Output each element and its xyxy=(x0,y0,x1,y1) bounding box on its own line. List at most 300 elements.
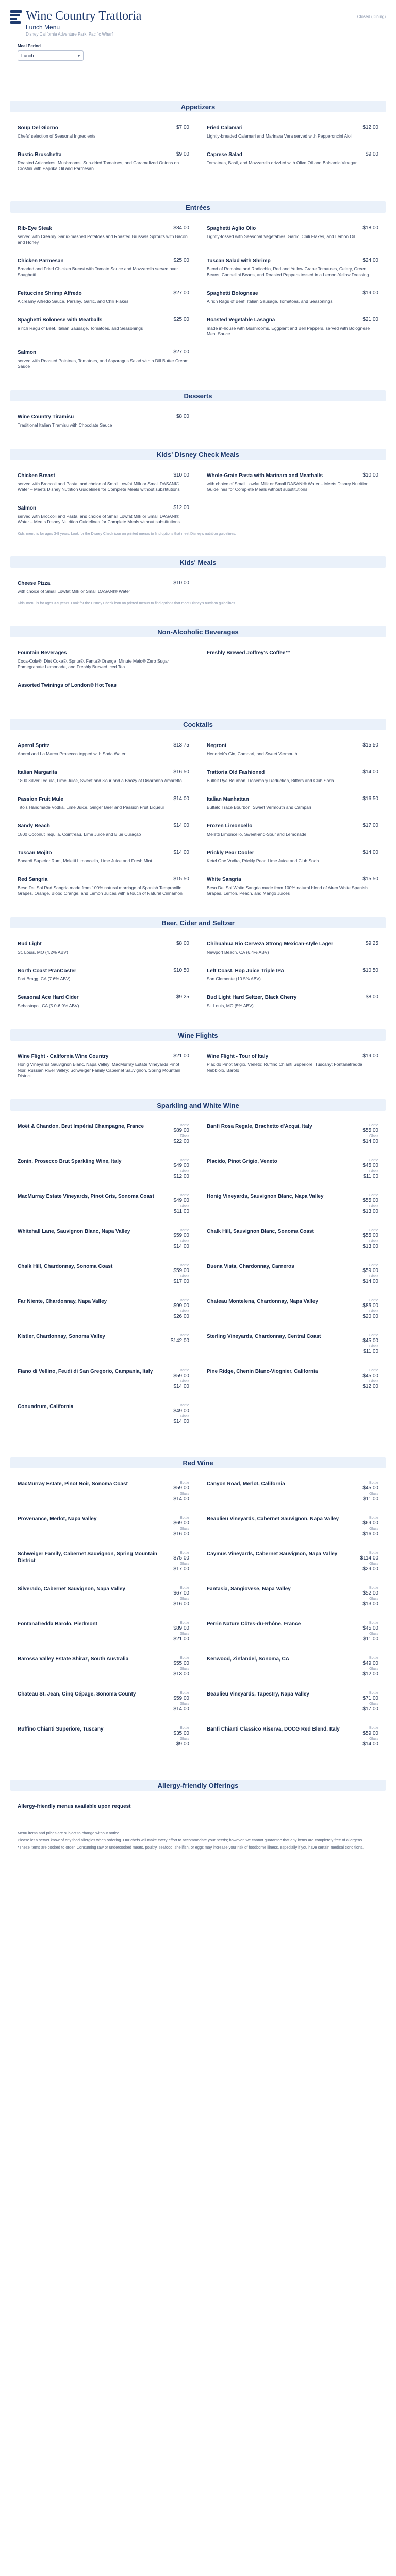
price-value: $13.00 xyxy=(362,1209,378,1214)
price-value: $13.00 xyxy=(362,1244,378,1249)
price-value: $17.00 xyxy=(362,1706,378,1712)
menu-item-name: Prickly Pear Cooler xyxy=(207,850,254,856)
price-label: Bottle xyxy=(369,1229,378,1232)
menu-item xyxy=(18,1193,189,1217)
price-value: $29.00 xyxy=(362,1566,378,1572)
menu-item-description: served with Broccoli and Pasta, and choice of Small Lowfat Milk or Small DASANI® Water – Meets Disney Nutrition Guidelines for Complete Meals without substitutions xyxy=(18,514,180,524)
price-value: $114.00 xyxy=(360,1555,378,1561)
menu-item-name: Italian Margarita xyxy=(18,770,57,775)
price-value: $49.00 xyxy=(362,1660,378,1666)
menu-item-description: Meletti Limoncello, Sweet-and-Sour and Lemonade xyxy=(207,832,307,837)
menu-disclaimer xyxy=(0,1831,396,1850)
wine-prices xyxy=(160,1586,189,1607)
price-value: $99.00 xyxy=(173,1303,189,1309)
price-label: Glass xyxy=(180,1597,189,1601)
menu-item xyxy=(18,1368,189,1392)
menu-sections xyxy=(0,101,396,1850)
price-label: Glass xyxy=(180,1205,189,1208)
menu-item-name: Far Niente, Chardonnay, Napa Valley xyxy=(18,1299,107,1304)
price-label: Glass xyxy=(369,1134,378,1138)
menu-item xyxy=(207,1621,378,1645)
chevron-down-icon: ▾ xyxy=(77,53,80,58)
price-value: $71.00 xyxy=(362,1696,378,1701)
menu-item xyxy=(207,994,378,1009)
menu-item xyxy=(18,823,189,837)
price-value: $9.00 xyxy=(176,1741,189,1747)
menu-item xyxy=(207,317,378,337)
menu-item-description: Honig Vineyards Sauvignon Blanc, Napa Valley; MacMurray Estate Vineyards Pinot Noir, Russian River Valley; Schweiger Family Cabernet Sauvignon, Spring Mountain District xyxy=(18,1062,180,1078)
section-note: Kids' menu is for ages 3-9 years. Look for the Disney Check icon on printed menus to find options that meet Disney's nutrition guidelines. xyxy=(18,532,236,536)
menu-item xyxy=(18,258,189,278)
menu-item-price: $8.00 xyxy=(176,941,189,946)
menu-item-description: with choice of Small Lowfat Milk or Small DASANI® Water – Meets Disney Nutrition Guidelines for Complete Meals without substitutions xyxy=(207,481,369,492)
price-value: $55.00 xyxy=(362,1233,378,1239)
menu-item-name: Sandy Beach xyxy=(18,823,50,829)
menu-item-name: Perrin Nature Côtes-du-Rhône, France xyxy=(207,1621,301,1627)
menu-item xyxy=(18,1263,189,1287)
menu-item-name: Placido, Pinot Grigio, Veneto xyxy=(207,1159,277,1164)
price-label: Glass xyxy=(369,1310,378,1313)
menu-item-name: Trattoria Old Fashioned xyxy=(207,770,265,775)
menu-item-price: $10.00 xyxy=(173,580,189,586)
section-items xyxy=(0,1123,396,1427)
price-value: $16.00 xyxy=(362,1531,378,1537)
section-items xyxy=(0,580,396,595)
menu-item-description: served with Broccoli and Pasta, and choice of Small Lowfat Milk or Small DASANI® Water – Meets Disney Nutrition Guidelines for Complete Meals without substitutions xyxy=(18,481,180,492)
price-value: $59.00 xyxy=(362,1268,378,1274)
price-value: $45.00 xyxy=(362,1163,378,1168)
menu-item-description: San Clemente (10.5% ABV) xyxy=(207,976,261,981)
price-label: Bottle xyxy=(369,1656,378,1660)
menu-item xyxy=(18,580,189,595)
section-header-kids-meals: Kids' Meals xyxy=(10,556,386,568)
menu-item-description: made in-house with Mushrooms, Eggplant and Bell Peppers, served with Bolognese Meat Sauce xyxy=(207,326,370,336)
menu-item-description: Buffalo Trace Bourbon, Sweet Vermouth and Campari xyxy=(207,805,311,810)
menu-item-description: Aperol and La Marca Prosecco topped with Soda Water xyxy=(18,751,126,756)
menu-item-price: $21.00 xyxy=(362,317,378,323)
price-value: $17.00 xyxy=(173,1566,189,1572)
price-label: Bottle xyxy=(369,1726,378,1730)
price-label: Glass xyxy=(369,1170,378,1173)
menu-item-price: $19.00 xyxy=(362,1053,378,1059)
menu-item xyxy=(18,125,189,139)
section-header-kids-check: Kids' Disney Check Meals xyxy=(10,449,386,460)
price-value: $14.00 xyxy=(173,1419,189,1425)
wine-prices xyxy=(350,1263,378,1285)
price-label: Glass xyxy=(369,1275,378,1278)
price-label: Bottle xyxy=(369,1369,378,1372)
menu-item-price: $24.00 xyxy=(362,258,378,263)
price-label: Glass xyxy=(369,1380,378,1383)
menu-item-name: Honig Vineyards, Sauvignon Blanc, Napa Valley xyxy=(207,1194,324,1199)
menu-item-name: Frozen Limoncello xyxy=(207,823,253,829)
menu-item xyxy=(207,1516,378,1539)
wine-prices xyxy=(160,1368,189,1390)
menu-item xyxy=(207,1586,378,1609)
section-header-appetizers: Appetizers xyxy=(10,101,386,112)
menu-item-name: Freshly Brewed Joffrey's Coffee™ xyxy=(207,650,291,656)
menu-item xyxy=(207,151,378,172)
menu-item-name: Fiano di Vellino, Feudi di San Gregorio, Campania, Italy xyxy=(18,1369,153,1375)
price-label: Bottle xyxy=(369,1516,378,1520)
menu-item xyxy=(207,650,378,670)
menu-item-name: Roasted Vegetable Lasagna xyxy=(207,317,275,323)
wine-prices xyxy=(160,1228,189,1250)
price-value: $45.00 xyxy=(362,1338,378,1344)
menu-item xyxy=(18,796,189,810)
menu-item-description: Bacardi Superior Rum, Meletti Limoncello, Lime Juice and Fresh Mint xyxy=(18,858,152,863)
menu-item xyxy=(207,1263,378,1287)
price-value: $59.00 xyxy=(173,1268,189,1274)
menu-item xyxy=(18,1551,189,1574)
menu-item-description: Lightly-tossed with Seasonal Vegetables, Garlic, Chili Flakes, and Lemon Oil xyxy=(207,234,355,239)
menu-item-name: Fettuccine Shrimp Alfredo xyxy=(18,291,82,296)
price-label: Glass xyxy=(369,1240,378,1243)
price-label: Bottle xyxy=(369,1334,378,1337)
menu-item-name: Chalk Hill, Chardonnay, Sonoma Coast xyxy=(18,1264,113,1269)
menu-item-name: Chihuahua Rio Cerveza Strong Mexican-style Lager xyxy=(207,941,334,947)
section-items xyxy=(0,941,396,1009)
wine-prices xyxy=(160,1123,189,1145)
price-label: Bottle xyxy=(369,1159,378,1162)
menu-item-name: Chicken Breast xyxy=(18,473,55,479)
price-label: Bottle xyxy=(369,1586,378,1590)
menu-item xyxy=(18,290,189,304)
menu-item-name: Passion Fruit Mule xyxy=(18,796,63,802)
section-header-non-alcoholic: Non-Alcoholic Beverages xyxy=(10,626,386,637)
menu-item-description: Chefs' selection of Seasonal Ingredients xyxy=(18,133,96,139)
menu-item-description: Roasted Artichokes, Mushrooms, Sun-dried Tomatoes, and Caramelized Onions on Crostini with Paprika Oil and Parmesan xyxy=(18,160,179,171)
price-value: $55.00 xyxy=(173,1660,189,1666)
price-value: $13.00 xyxy=(362,1601,378,1607)
price-value: $59.00 xyxy=(173,1696,189,1701)
section-items xyxy=(0,1481,396,1750)
price-value: $11.00 xyxy=(363,1496,378,1502)
price-value: $89.00 xyxy=(173,1625,189,1631)
price-value: $67.00 xyxy=(173,1590,189,1596)
menu-item-price: $14.00 xyxy=(362,850,378,855)
wine-prices xyxy=(350,1368,378,1390)
menu-item xyxy=(18,1726,189,1750)
price-value: $21.00 xyxy=(173,1636,189,1642)
menu-item-price: $12.00 xyxy=(362,125,378,130)
menu-item-name: MacMurray Estate, Pinot Noir, Sonoma Coast xyxy=(18,1481,128,1487)
menu-item-name: Sterling Vineyards, Chardonnay, Central Coast xyxy=(207,1334,321,1340)
restaurant-name: Wine Country Trattoria xyxy=(26,9,142,23)
menu-item-description: Hendrick's Gin, Campari, and Sweet Vermouth xyxy=(207,751,298,756)
menu-item-name: Schweiger Family, Cabernet Sauvignon, Spring Mountain District xyxy=(18,1551,157,1564)
menu-item-description: Ketel One Vodka, Prickly Pear, Lime Juice and Club Soda xyxy=(207,858,319,863)
price-value: $49.00 xyxy=(173,1408,189,1414)
menu-item xyxy=(18,941,189,955)
menu-item xyxy=(18,317,189,337)
menu-item-name: Canyon Road, Merlot, California xyxy=(207,1481,285,1487)
menu-item-name: Conundrum, California xyxy=(18,1404,74,1410)
price-label: Glass xyxy=(369,1702,378,1706)
price-value: $55.00 xyxy=(362,1128,378,1133)
price-label: Glass xyxy=(180,1492,189,1496)
menu-item-description: Traditional Italian Tiramisu with Chocolate Sauce xyxy=(18,422,112,428)
price-label: Bottle xyxy=(180,1691,189,1695)
wine-prices xyxy=(350,1726,378,1748)
menu-item-price: $7.00 xyxy=(176,125,189,130)
menu-item-name: North Coast PranCoster xyxy=(18,968,76,974)
section-header-red: Red Wine xyxy=(10,1457,386,1468)
wine-prices xyxy=(350,1193,378,1215)
price-value: $69.00 xyxy=(173,1520,189,1526)
price-label: Glass xyxy=(180,1170,189,1173)
menu-item-price: $9.25 xyxy=(365,941,378,946)
menu-item-price: $21.00 xyxy=(173,1053,189,1059)
wine-prices xyxy=(350,1228,378,1250)
menu-item-name: Silverado, Cabernet Sauvignon, Napa Valley xyxy=(18,1586,125,1592)
price-value: $20.00 xyxy=(362,1314,378,1319)
section-note: Kids' menu is for ages 3-9 years. Look for the Disney Check icon on printed menus to find options that meet Disney's nutrition guidelines. xyxy=(18,602,236,605)
menu-item-price: $34.00 xyxy=(173,225,189,231)
price-label: Bottle xyxy=(369,1481,378,1485)
menu-item-price: $27.00 xyxy=(173,290,189,296)
menu-item xyxy=(18,1516,189,1539)
menu-item xyxy=(207,1158,378,1182)
menu-item xyxy=(207,1193,378,1217)
menu-item-price: $10.00 xyxy=(173,472,189,478)
menu-item-name: Fountain Beverages xyxy=(18,650,67,656)
dining-status: Closed (Dining) xyxy=(357,14,386,19)
price-label: Glass xyxy=(180,1275,189,1278)
menu-item-price: $15.50 xyxy=(362,876,378,882)
wine-prices xyxy=(160,1621,189,1642)
section-header-desserts: Desserts xyxy=(10,390,386,401)
menu-item-price: $25.00 xyxy=(173,258,189,263)
price-value: $49.00 xyxy=(173,1198,189,1204)
menu-item-description: with choice of Small Lowfat Milk or Small DASANI® Water xyxy=(18,589,130,594)
menu-item-description: St. Louis, MO (4.2% ABV) xyxy=(18,950,68,955)
menu-item-price: $16.50 xyxy=(362,796,378,802)
menu-item xyxy=(207,1726,378,1750)
menu-item xyxy=(18,682,189,689)
menu-item-name: Allergy-friendly menus available upon request xyxy=(18,1804,131,1809)
menu-item xyxy=(18,994,189,1009)
section-items xyxy=(0,225,396,369)
section-items xyxy=(0,414,396,428)
menu-item-name: Kistler, Chardonnay, Sonoma Valley xyxy=(18,1334,105,1340)
price-value: $13.00 xyxy=(173,1671,189,1677)
price-label: Glass xyxy=(369,1597,378,1601)
menu-item-description: Breaded and Fried Chicken Breast with Tomato Sauce and Mozzarella served over Spaghetti xyxy=(18,266,178,277)
wine-prices xyxy=(160,1158,189,1180)
price-label: Bottle xyxy=(180,1194,189,1197)
price-value: $14.00 xyxy=(362,1741,378,1747)
menu-item-price: $19.00 xyxy=(362,290,378,296)
price-label: Glass xyxy=(369,1492,378,1496)
menu-item-name: Provenance, Merlot, Napa Valley xyxy=(18,1516,97,1522)
menu-item xyxy=(207,1053,378,1079)
price-value: $55.00 xyxy=(362,1198,378,1204)
menu-item-name: Banfi Rosa Regale, Brachetto d'Acqui, Italy xyxy=(207,1124,312,1129)
menu-item-name: Tuscan Salad with Shrimp xyxy=(207,258,271,264)
menu-item-price: $8.00 xyxy=(176,414,189,419)
price-label: Bottle xyxy=(180,1229,189,1232)
menu-item xyxy=(18,472,189,493)
price-value: $22.00 xyxy=(173,1139,189,1144)
menu-item-name: Fried Calamari xyxy=(207,125,243,131)
price-value: $14.00 xyxy=(173,1706,189,1712)
menu-item-price: $18.00 xyxy=(362,225,378,231)
menu-item xyxy=(207,125,378,139)
menu-item-name: Bud Light Hard Seltzer, Black Cherry xyxy=(207,995,297,1001)
menu-item-description: Newport Beach, CA (6.4% ABV) xyxy=(207,950,269,955)
menu-item-name: Rib-Eye Steak xyxy=(18,226,52,231)
menu-item-name: Bud Light xyxy=(18,941,42,947)
disclaimer-line: Menu items and prices are subject to change without notice. xyxy=(18,1831,121,1835)
menu-item-description: a rich Ragù of Beef, Italian Sausage, Tomatoes, and Seasonings xyxy=(18,326,143,331)
menu-item xyxy=(207,1656,378,1680)
menu-item-description: Sebastopol, CA (5.0-6.9% ABV) xyxy=(18,1003,79,1008)
menu-item-price: $9.00 xyxy=(176,151,189,157)
menu-item xyxy=(207,742,378,757)
menu-item-name: Chicken Parmesan xyxy=(18,258,64,264)
price-label: Bottle xyxy=(180,1481,189,1485)
menu-item xyxy=(207,1691,378,1715)
price-value: $45.00 xyxy=(362,1625,378,1631)
price-label: Bottle xyxy=(369,1551,378,1555)
price-value: $75.00 xyxy=(173,1555,189,1561)
meal-period-select[interactable] xyxy=(18,50,84,61)
menu-item xyxy=(18,1123,189,1147)
menu-item-name: Left Coast, Hop Juice Triple IPA xyxy=(207,968,285,974)
price-label: Glass xyxy=(180,1667,189,1671)
price-label: Glass xyxy=(369,1527,378,1531)
menu-item-price: $17.00 xyxy=(362,823,378,828)
meal-period-label: Meal Period xyxy=(18,44,41,48)
section-items xyxy=(0,1803,396,1810)
menu-item-name: Spaghetti Aglio Olio xyxy=(207,226,256,231)
price-label: Bottle xyxy=(369,1194,378,1197)
price-value: $59.00 xyxy=(173,1373,189,1379)
price-value: $11.00 xyxy=(363,1636,378,1642)
menu-item xyxy=(18,225,189,245)
price-label: Bottle xyxy=(180,1516,189,1520)
price-value: $59.00 xyxy=(173,1233,189,1239)
price-value: $14.00 xyxy=(173,1384,189,1389)
menu-item-name: Beaulieu Vineyards, Tapestry, Napa Valley xyxy=(207,1691,309,1697)
price-value: $12.00 xyxy=(362,1384,378,1389)
menu-item-name: Tuscan Mojito xyxy=(18,850,52,856)
menu-item-description: served with Roasted Potatoes, Tomatoes, and Asparagus Salad with a Dill Butter Cream Sauce xyxy=(18,358,189,369)
wine-prices xyxy=(350,1333,378,1355)
price-value: $17.00 xyxy=(173,1279,189,1284)
menu-item-name: Rustic Bruschetta xyxy=(18,152,62,158)
menu-item-price: $9.00 xyxy=(365,151,378,157)
menu-item-description: Placido Pinot Grigio, Veneto; Ruffino Chianti Superiore, Tuscany; Fontanafredda Nebbiolo, Barolo xyxy=(207,1062,362,1073)
price-label: Bottle xyxy=(180,1586,189,1590)
price-value: $11.00 xyxy=(363,1174,378,1179)
wine-prices xyxy=(160,1726,189,1748)
menu-item-name: Kenwood, Zinfandel, Sonoma, CA xyxy=(207,1656,289,1662)
price-value: $35.00 xyxy=(173,1731,189,1736)
meal-period-value: Lunch xyxy=(21,53,34,58)
section-items xyxy=(0,125,396,172)
menu-item-name: Negroni xyxy=(207,743,226,749)
menu-item-price: $27.00 xyxy=(173,349,189,355)
wine-prices xyxy=(350,1516,378,1537)
section-items xyxy=(0,1053,396,1079)
menu-item-name: Caymus Vineyards, Cabernet Sauvignon, Napa Valley xyxy=(207,1551,338,1557)
price-value: $12.00 xyxy=(362,1671,378,1677)
menu-item-name: Soup Del Giorno xyxy=(18,125,58,131)
menu-item xyxy=(207,258,378,278)
menu-item xyxy=(18,151,189,172)
price-value: $16.00 xyxy=(173,1531,189,1537)
price-label: Glass xyxy=(180,1134,189,1138)
price-label: Bottle xyxy=(180,1264,189,1267)
price-label: Glass xyxy=(180,1527,189,1531)
wine-prices xyxy=(350,1621,378,1642)
price-value: $45.00 xyxy=(362,1373,378,1379)
menu-item-name: Spaghetti Bolonese with Meatballs xyxy=(18,317,103,323)
price-value: $142.00 xyxy=(170,1338,189,1344)
menu-item xyxy=(207,876,378,896)
menu-item xyxy=(18,1691,189,1715)
menu-item-name: Whitehall Lane, Sauvignon Blanc, Napa Valley xyxy=(18,1229,130,1234)
wine-prices xyxy=(350,1158,378,1180)
menu-item xyxy=(207,850,378,864)
wine-prices xyxy=(350,1123,378,1145)
price-label: Bottle xyxy=(369,1124,378,1127)
menu-item-price: $14.00 xyxy=(362,769,378,775)
disclaimer-line: Please let a server know of any food allergies when ordering. Our chefs will make every effort to accommodate your needs; however, we cannot guarantee that any items are completely free of allergens. xyxy=(18,1838,364,1842)
section-header-allergy: Allergy-friendly Offerings xyxy=(10,1780,386,1791)
menu-title: Lunch Menu xyxy=(26,24,60,31)
menu-item xyxy=(207,968,378,982)
menu-item xyxy=(18,1803,189,1810)
price-value: $11.00 xyxy=(174,1209,189,1214)
price-value: $11.00 xyxy=(363,1349,378,1354)
menu-item-name: Aperol Spritz xyxy=(18,743,50,749)
menu-item xyxy=(18,1158,189,1182)
menu-item-name: Italian Manhattan xyxy=(207,796,249,802)
menu-item-price: $10.00 xyxy=(362,472,378,478)
price-label: Glass xyxy=(180,1702,189,1706)
price-label: Bottle xyxy=(180,1334,189,1337)
wine-prices xyxy=(160,1551,189,1572)
price-label: Glass xyxy=(369,1737,378,1741)
menu-item xyxy=(207,1123,378,1147)
price-value: $45.00 xyxy=(362,1485,378,1491)
menu-item-name: Wine Flight - Tour of Italy xyxy=(207,1054,269,1059)
price-value: $26.00 xyxy=(173,1314,189,1319)
menu-item-name: Wine Flight - California Wine Country xyxy=(18,1054,109,1059)
menu-item-name: White Sangria xyxy=(207,877,241,883)
price-value: $49.00 xyxy=(173,1163,189,1168)
menu-item-price: $15.50 xyxy=(173,876,189,882)
menu-item xyxy=(18,850,189,864)
restaurant-header xyxy=(0,0,396,42)
menu-item-name: Pine Ridge, Chenin Blanc-Viognier, California xyxy=(207,1369,318,1375)
title-block xyxy=(26,9,141,37)
menu-item xyxy=(18,1228,189,1252)
menu-item-price: $25.00 xyxy=(173,317,189,323)
menu-item-price: $14.00 xyxy=(173,850,189,855)
section-items xyxy=(0,742,396,896)
price-label: Bottle xyxy=(180,1621,189,1625)
menu-item xyxy=(207,1228,378,1252)
price-label: Bottle xyxy=(180,1551,189,1555)
menu-item xyxy=(18,1298,189,1322)
price-value: $89.00 xyxy=(173,1128,189,1133)
meal-period-picker xyxy=(0,42,396,61)
menu-item-price: $12.00 xyxy=(173,505,189,511)
